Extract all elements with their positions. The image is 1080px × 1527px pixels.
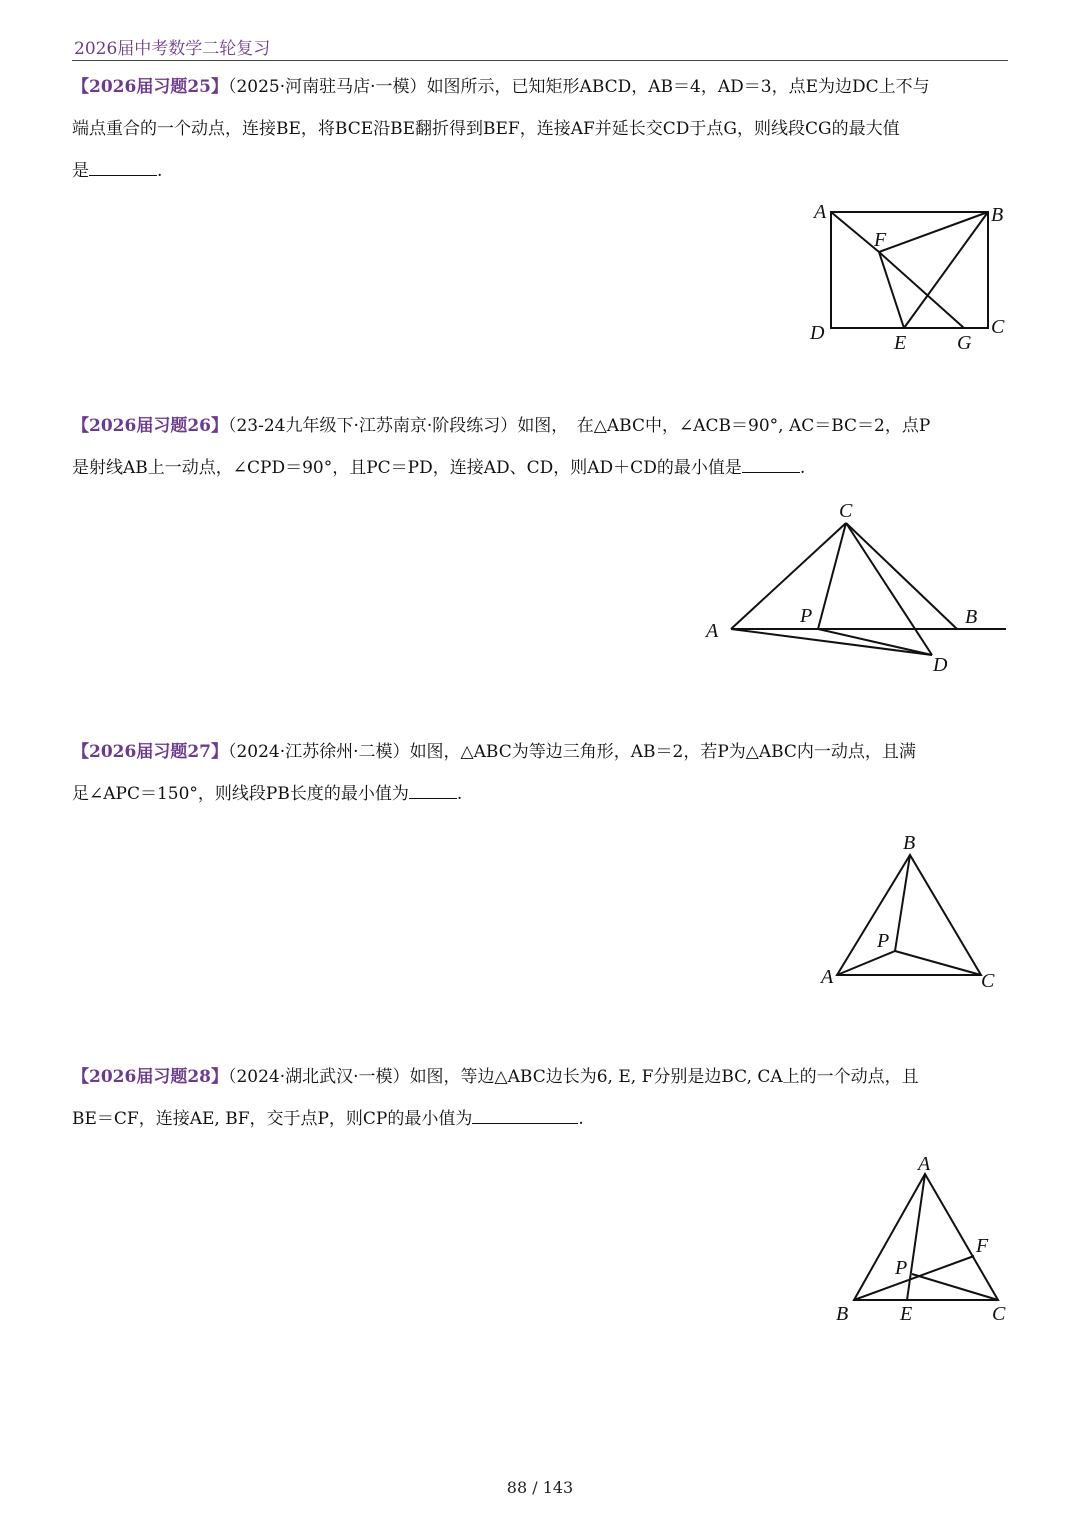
label-e: E	[900, 1303, 913, 1325]
label-b: B	[991, 204, 1004, 226]
label-a: A	[814, 201, 827, 223]
problem-27-line-2	[72, 773, 1010, 815]
problem-28	[72, 1056, 1010, 1140]
problem-25-line-3	[72, 150, 1010, 192]
problem-27	[72, 731, 1010, 815]
problem-28-line-2	[72, 1098, 1010, 1140]
answer-blank[interactable]	[409, 780, 457, 799]
problem-25-line-1	[72, 66, 1010, 108]
rectangle-abcd	[831, 212, 988, 328]
problem-26-text-2: 是射线AB上一动点，∠CPD＝90°，且PC＝PD，连接AD、CD，则AD＋CD的最小值是	[72, 458, 742, 478]
label-b: B	[836, 1303, 849, 1325]
problem-26-tail: .	[799, 458, 806, 478]
label-d: D	[810, 322, 825, 344]
triangle-abc	[837, 855, 981, 975]
figure-25	[800, 196, 1020, 356]
label-b: B	[965, 606, 978, 628]
label-d: D	[933, 654, 948, 676]
problem-27-line-1	[72, 731, 1010, 773]
problem-28-text-2: BE＝CF，连接AE, BF，交于点P，则CP的最小值为	[72, 1109, 473, 1129]
segment-af	[831, 212, 879, 252]
figure-26	[700, 495, 1020, 685]
problem-27-text-2: 足∠APC＝150°，则线段PB长度的最小值为	[72, 784, 409, 804]
label-p: P	[800, 605, 813, 627]
label-b: B	[903, 832, 916, 854]
problem-25-tail: .	[157, 161, 163, 181]
segment-cb	[846, 523, 957, 629]
problem-25-text-1: 如图所示，已知矩形ABCD，AB＝4，AD＝3，点E为边DC上不与	[426, 77, 930, 97]
problem-26-source: （23-24九年级下·江苏南京·阶段练习）	[227, 416, 518, 436]
problem-25-text-3: 是	[72, 161, 89, 181]
label-g: G	[957, 332, 972, 354]
problem-25	[72, 66, 1010, 192]
segment-cd	[846, 523, 932, 655]
label-c: C	[991, 316, 1005, 338]
label-f: F	[976, 1235, 989, 1257]
label-p: P	[877, 930, 890, 952]
segment-ap	[837, 951, 895, 975]
problem-26-line-1	[72, 405, 1010, 447]
problem-26	[72, 405, 1010, 489]
problem-28-tail: .	[578, 1109, 584, 1129]
label-c: C	[839, 500, 853, 522]
problem-25-label: 【2026届习题25】	[72, 77, 228, 97]
header-title: 2026届中考数学二轮复习	[74, 39, 271, 59]
segment-bf	[854, 1256, 974, 1300]
page-number: 88 / 143	[506, 1478, 574, 1497]
answer-blank[interactable]	[472, 1105, 578, 1124]
problem-26-line-2	[72, 447, 1010, 489]
page-header	[72, 30, 1008, 61]
segment-ae	[907, 1174, 925, 1300]
label-a: A	[821, 966, 834, 988]
label-p: P	[895, 1257, 908, 1279]
label-a: A	[918, 1153, 931, 1175]
label-f: F	[874, 229, 887, 251]
label-c: C	[981, 970, 995, 992]
segment-bp	[895, 855, 910, 951]
problem-27-text-1: 如图，△ABC为等边三角形，AB＝2，若P为△ABC内一动点，且满	[409, 742, 916, 762]
answer-blank[interactable]	[89, 157, 157, 176]
answer-blank[interactable]	[742, 454, 800, 473]
problem-28-text-1: 如图，等边△ABC边长为6, E, F分别是边BC, CA上的一个动点，且	[409, 1067, 919, 1087]
label-c: C	[992, 1303, 1006, 1325]
problem-25-source: （2025·河南驻马店·一模）	[227, 77, 427, 97]
problem-25-text-2: 端点重合的一个动点，连接BE，将BCE沿BE翻折得到BEF，连接AF并延长交CD于点G，则线段CG的最大值	[72, 119, 900, 139]
problem-28-source: （2024·湖北武汉·一模）	[227, 1067, 410, 1087]
figure-27	[815, 825, 1005, 1000]
problem-27-label: 【2026届习题27】	[72, 742, 228, 762]
label-a: A	[706, 620, 719, 642]
problem-25-line-2	[72, 108, 1010, 150]
problem-26-text-1: 如图， 在△ABC中，∠ACB＝90°, AC＝BC＝2，点P	[517, 416, 931, 436]
segment-fb	[879, 212, 988, 252]
segment-cp	[818, 523, 846, 629]
problem-26-label: 【2026届习题26】	[72, 416, 228, 436]
figure-28	[830, 1150, 1020, 1330]
problem-28-line-1	[72, 1056, 1010, 1098]
label-e: E	[894, 332, 907, 354]
problem-28-label: 【2026届习题28】	[72, 1067, 228, 1087]
segment-ac	[731, 523, 846, 629]
problem-27-tail: .	[456, 784, 463, 804]
problem-27-source: （2024·江苏徐州·二模）	[227, 742, 410, 762]
